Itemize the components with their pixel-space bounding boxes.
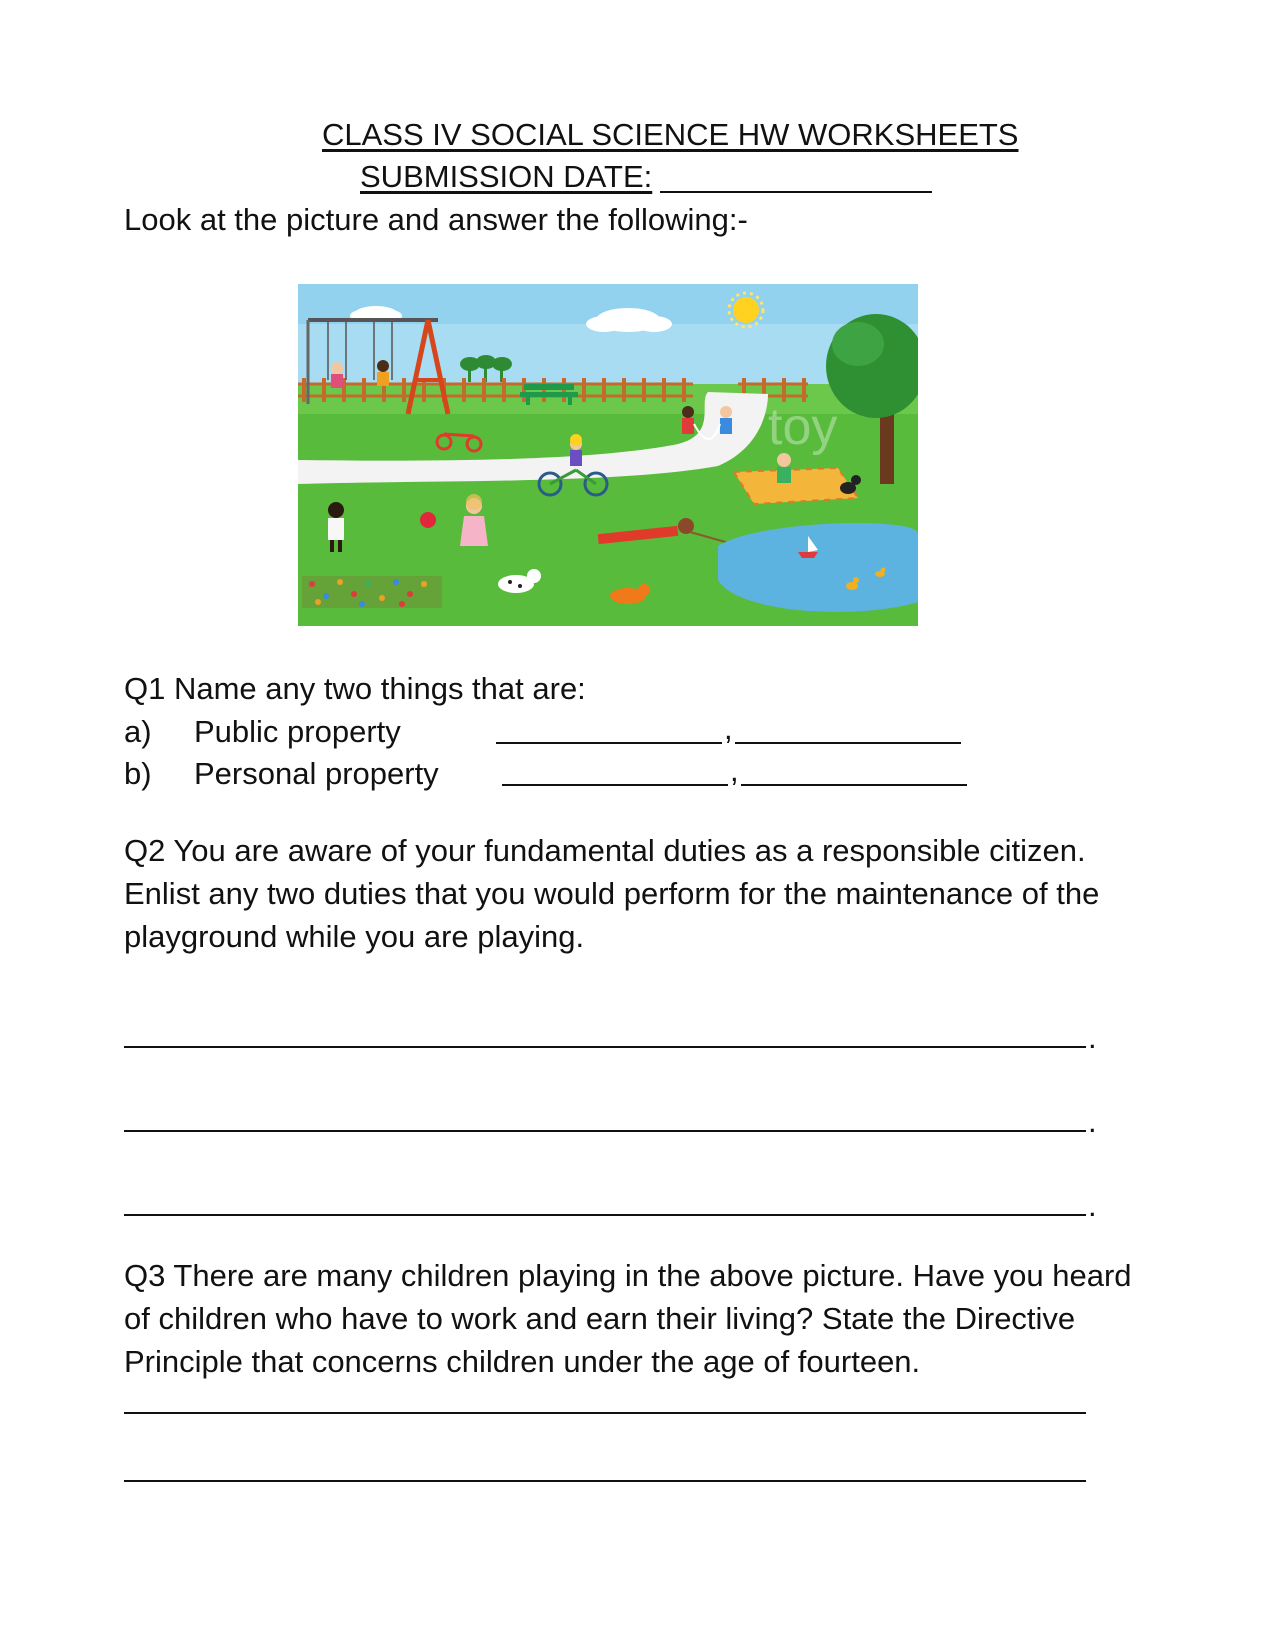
q1-a-separator: , bbox=[724, 711, 733, 746]
q1-a-answer-blanks bbox=[496, 708, 961, 744]
pond bbox=[718, 523, 918, 612]
q1-option-letter-b: b) bbox=[124, 756, 152, 791]
q2-line-end-2: . bbox=[1088, 1104, 1097, 1139]
q1-b-answer-blanks bbox=[502, 750, 967, 786]
q1-b-answer-blank-2[interactable] bbox=[741, 754, 967, 786]
q1-a-answer-blank-1[interactable] bbox=[496, 712, 722, 744]
q1-option-label-a: Public property bbox=[194, 714, 401, 749]
q3-answer-line-2[interactable] bbox=[124, 1478, 1086, 1482]
q1-prompt: Q1 Name any two things that are: bbox=[124, 671, 586, 706]
submission-date bbox=[360, 157, 932, 197]
child-on-swing-icon bbox=[377, 360, 389, 386]
q1-a-answer-blank-2[interactable] bbox=[735, 712, 961, 744]
submission-date-blank[interactable] bbox=[660, 161, 932, 193]
instruction-text: Look at the picture and answer the following:- bbox=[124, 202, 748, 237]
q2-line-end-1: . bbox=[1088, 1020, 1097, 1055]
q2-prompt: Q2 You are aware of your fundamental duties as a responsible citizen. Enlist any two duties that you would perform for the maintenance of the playground while you are playing. bbox=[124, 833, 1100, 954]
q2-answer-line-1[interactable] bbox=[124, 1020, 1097, 1055]
q3-answer-line-1[interactable] bbox=[124, 1410, 1086, 1414]
q1-b-answer-blank-1[interactable] bbox=[502, 754, 728, 786]
q1-option-letter-a: a) bbox=[124, 714, 152, 749]
child-on-swing-icon bbox=[331, 362, 343, 388]
flower-bed-icon bbox=[302, 576, 442, 608]
q2-line-end-3: . bbox=[1088, 1188, 1097, 1223]
worksheet-title: CLASS IV SOCIAL SCIENCE HW WORKSHEETS bbox=[322, 117, 1019, 152]
q2-answer-line-2[interactable] bbox=[124, 1104, 1097, 1139]
submission-date-label: SUBMISSION DATE: bbox=[360, 159, 653, 194]
q2-answer-line-3[interactable] bbox=[124, 1188, 1097, 1223]
q3-prompt: Q3 There are many children playing in the above picture. Have you heard of children who have to work and earn their living? State the Directive Principle that concerns children under the age of fourteen. bbox=[124, 1258, 1132, 1379]
watermark-text: toy bbox=[768, 398, 838, 456]
ball-icon bbox=[420, 512, 436, 528]
playground-picture bbox=[298, 284, 918, 626]
q1-option-label-b: Personal property bbox=[194, 756, 439, 791]
q1-b-separator: , bbox=[730, 753, 739, 788]
